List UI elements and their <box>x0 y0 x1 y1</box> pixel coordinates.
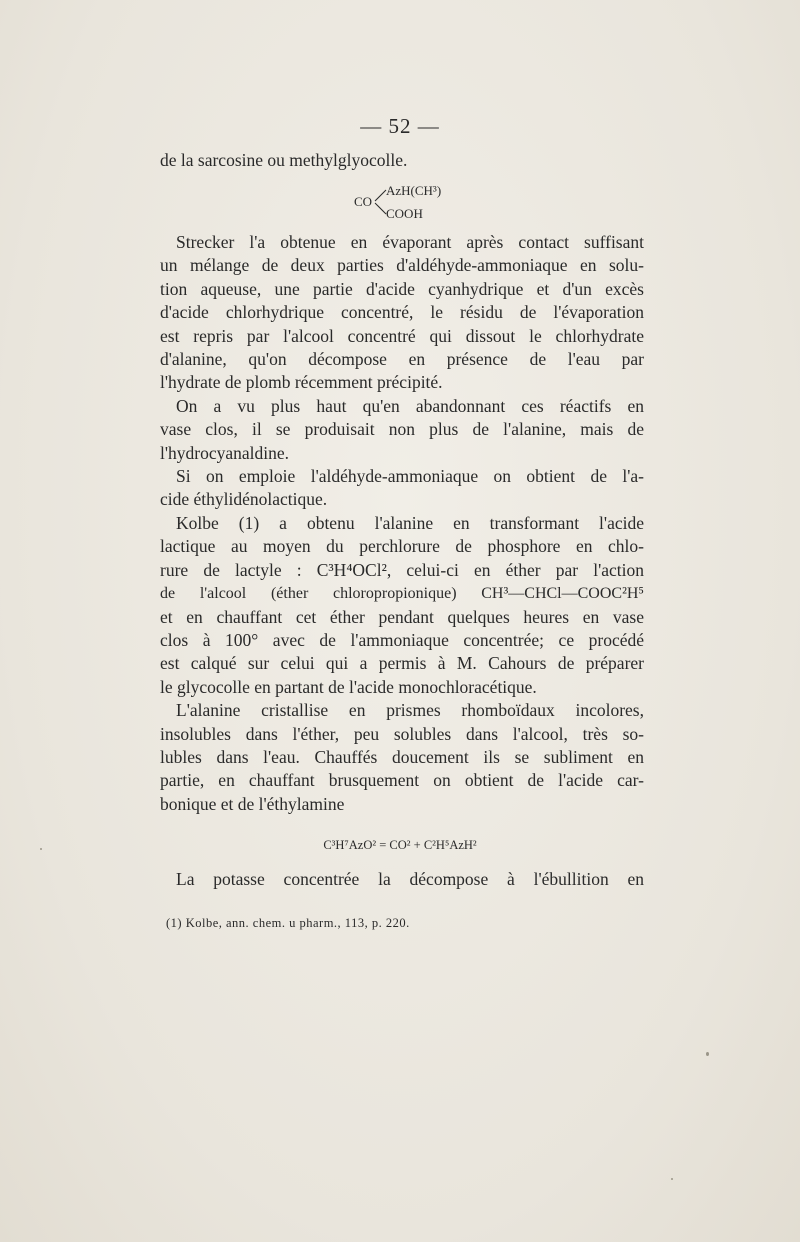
text-line: lactique au moyen du perchlorure de phosphore en chlo- <box>160 536 644 557</box>
text-line: rure de lactyle : C³H⁴OCl², celui-ci en éther par l'action <box>160 559 644 580</box>
text-line: est repris par l'alcool concentré qui dissout le chlorhydrate <box>160 325 644 346</box>
closing-text <box>160 868 644 891</box>
text-line: insolubles dans l'éther, peu solubles dans l'alcool, très so- <box>160 723 644 744</box>
page-number: — 52 — <box>360 114 440 138</box>
text-line: On a vu plus haut qu'en abandonnant ces réactifs en <box>176 395 644 416</box>
text-line: L'alanine cristallise en prismes rhomboïdaux incolores, <box>176 700 644 721</box>
text-line: lubles dans l'eau. Chauffés doucement ils se subliment en <box>160 746 644 767</box>
text-line: partie, en chauffant brusquement on obtient de l'acide car- <box>160 770 644 791</box>
text-line: l'hydrate de plomb récemment précipité. <box>160 372 443 393</box>
body-text <box>160 231 644 816</box>
text-line: La potasse concentrée la décompose à l'ébullition en <box>176 869 644 889</box>
text-line: et en chauffant cet éther pendant quelques heures en vase <box>160 606 644 627</box>
text-line: tion aqueuse, une partie d'acide cyanhydrique et d'un excès <box>160 278 644 299</box>
text-line: clos à 100° avec de l'ammoniaque concentrée; ce procédé <box>160 629 644 650</box>
text-line: Kolbe (1) a obtenu l'alanine en transformant l'acide <box>176 512 644 533</box>
text-line: d'alanine, qu'on décompose en présence de l'eau par <box>160 349 644 370</box>
formula-co: CO <box>354 194 373 209</box>
text-line: de l'alcool (éther chloropropionique) CH³—CHCl—COOC²H⁵ <box>160 585 644 603</box>
sarcosine-formula <box>354 182 494 222</box>
text-line: vase clos, il se produisait non plus de l'alanine, mais de <box>160 419 644 440</box>
text-line: est calqué sur celui qui a permis à M. Cahours de préparer <box>160 653 644 674</box>
formula-bottom-group: COOH <box>386 206 423 221</box>
text-line: Strecker l'a obtenue en évaporant après contact suffisant <box>176 232 644 252</box>
decomposition-equation: C³H⁷AzO² = CO² + C²H⁵AzH² <box>323 838 477 852</box>
intro-text <box>160 149 644 172</box>
text-line: bonique et de l'éthylamine <box>160 793 345 814</box>
formula-top-group: AzH(CH³) <box>386 183 442 198</box>
text-line: l'hydrocyanaldine. <box>160 442 290 463</box>
text-line: d'acide chlorhydrique concentré, le résidu de l'évaporation <box>160 302 644 323</box>
footnote: (1) Kolbe, ann. chem. u pharm., 113, p. 220. <box>166 916 410 930</box>
text-line: Si on emploie l'aldéhyde-ammoniaque on obtient de l'a- <box>176 466 644 487</box>
text-line: cide éthylidénolactique. <box>160 489 328 510</box>
text-line: un mélange de deux parties d'aldéhyde-ammoniaque en solu- <box>160 255 644 276</box>
text-line: de la sarcosine ou methylglyocolle. <box>160 150 408 170</box>
text-line: le glycocolle en partant de l'acide monochloracétique. <box>160 676 537 697</box>
